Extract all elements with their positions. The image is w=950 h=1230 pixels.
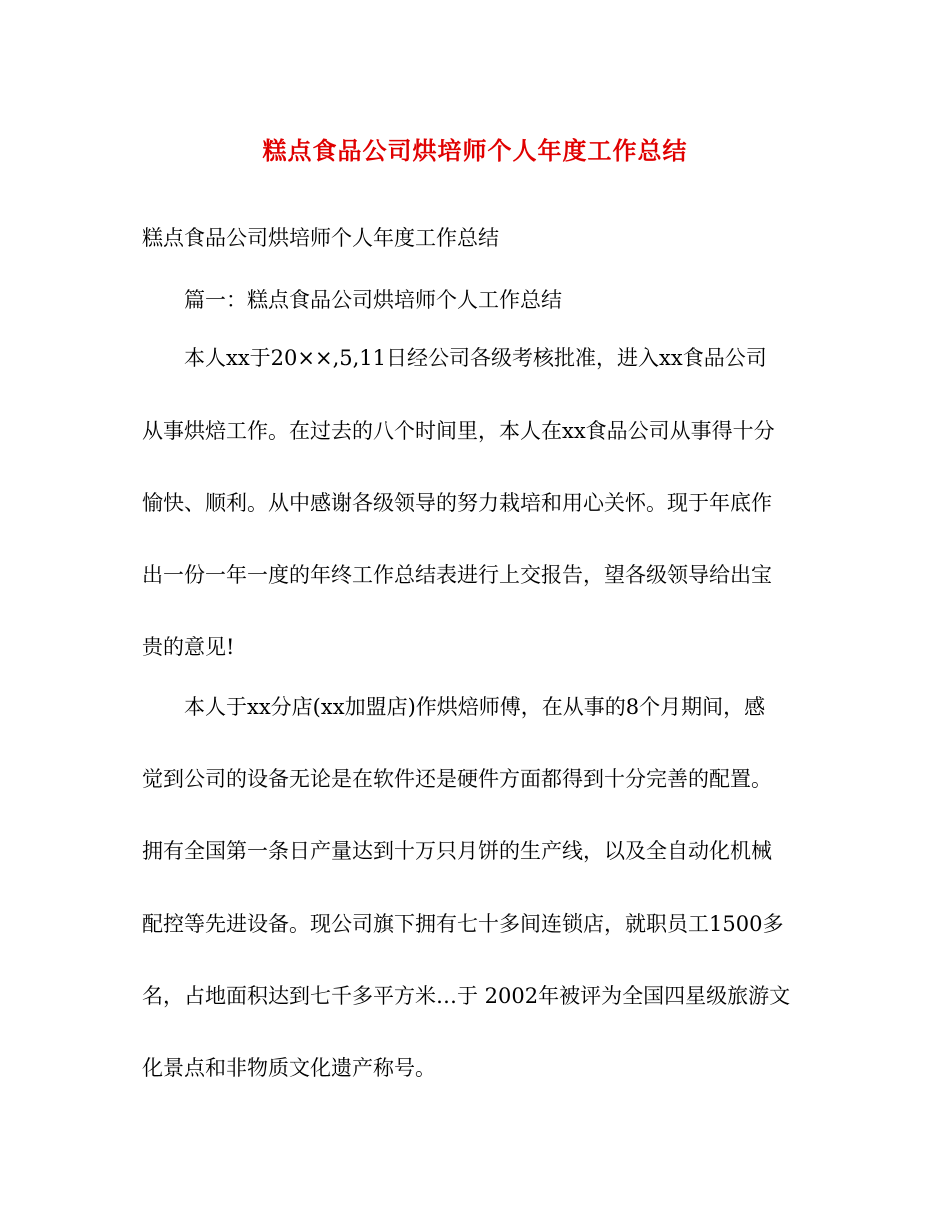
subtitle-line: 糕点食品公司烘培师个人年度工作总结 <box>142 226 499 250</box>
paragraph-2-line-4: 配控等先进设备。现公司旗下拥有七十多间连锁店，就职员工1500多 <box>142 912 784 936</box>
section-heading: 篇一：糕点食品公司烘培师个人工作总结 <box>184 288 562 312</box>
paragraph-1-line-5: 贵的意见! <box>142 635 235 659</box>
paragraph-2-line-2: 觉到公司的设备无论是在软件还是硬件方面都得到十分完善的配置。 <box>142 767 772 791</box>
paragraph-1-line-2: 从事烘焙工作。在过去的八个时间里，本人在xx食品公司从事得十分 <box>142 419 775 443</box>
paragraph-1-line-4: 出一份一年一度的年终工作总结表进行上交报告，望各级领导给出宝 <box>142 563 772 587</box>
paragraph-1-line-1: 本人xx于20××,5,11日经公司各级考核批准，进入xx食品公司 <box>184 346 767 370</box>
document-title: 糕点食品公司烘培师个人年度工作总结 <box>262 136 688 165</box>
paragraph-2-line-3: 拥有全国第一条日产量达到十万只月饼的生产线，以及全自动化机械 <box>142 839 772 863</box>
paragraph-2-line-1: 本人于xx分店(xx加盟店)作烘焙师傅，在从事的8个月期间，感 <box>184 695 766 719</box>
paragraph-1-line-3: 愉快、顺利。从中感谢各级领导的努力栽培和用心关怀。现于年底作 <box>142 491 772 515</box>
paragraph-2-line-6: 化景点和非物质文化遗产称号。 <box>142 1056 436 1080</box>
paragraph-2-line-5: 名，占地面积达到七千多平方米…于 2002年被评为全国四星级旅游文 <box>142 984 791 1008</box>
